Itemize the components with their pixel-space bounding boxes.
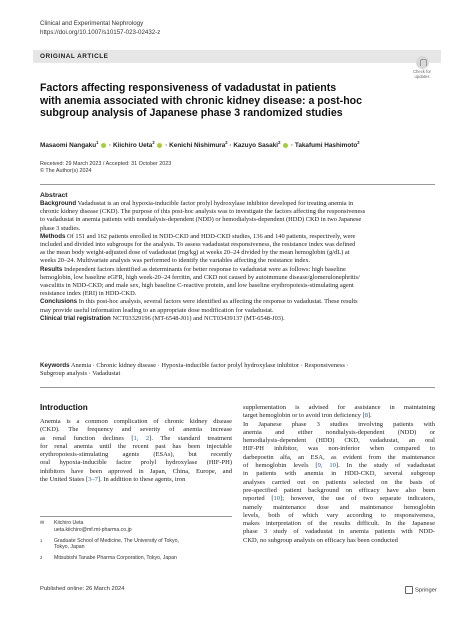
body-text-line: hemodialysis-dependent (HDD) CKD, vadadustat, an oral <box>243 437 435 445</box>
footnotes <box>40 520 232 566</box>
author-affiliation-mark: 1 <box>96 140 99 145</box>
author-name[interactable]: Kazuyo Sasaki <box>233 142 279 150</box>
body-text-line: CKD, no subgroup analysis on efficacy has been conducted <box>243 536 398 544</box>
abstract-line <box>40 315 435 323</box>
publisher-logo <box>405 586 437 594</box>
introduction-left-text <box>40 418 232 484</box>
author-name[interactable]: Kenichi Nishimura <box>169 142 226 150</box>
article-type-label: ORIGINAL ARTICLE <box>40 52 109 60</box>
abstract-line: vasculitis in NDD-CKD; and male sex, high baseline C-reactive protein, and low baseline erythropoiesis-stimulating agent <box>40 282 354 290</box>
body-text-line: in patients with anemia in HDD-CKD, several subgroup <box>243 470 435 478</box>
corresponding-author-name: Kiichiro Ueta <box>54 520 84 526</box>
author-affiliation-mark: 2 <box>152 140 155 145</box>
copyright-notice: © The Author(s) 2024 <box>40 168 92 175</box>
body-text-line: inhibitors have been approved in Japan, China, Europe, and <box>40 467 232 475</box>
check-for-updates-button[interactable] <box>409 56 435 80</box>
body-text-line: erythropoiesis-stimulating agents (ESAs), but recently <box>40 451 232 459</box>
author-list: Masaomi Nangaku$^1$ · Kiichiro Ueta$^2$ · Kenichi Nishimura$^2$ · Kazuyo Sasaki$^2$ · Takafumi Hashimoto$^2$ <box>40 140 360 150</box>
abstract-line: Conclusions In this post-hoc analysis, several factors were identified as affecting the response to vadadustat. These results <box>40 298 358 306</box>
citation-link[interactable]: 8 <box>364 412 368 420</box>
springer-icon <box>405 586 413 594</box>
introduction-heading: Introduction <box>40 403 88 412</box>
abstract-line: resistance index (ERI) in HDD-CKD. <box>40 290 137 298</box>
author-affiliation-mark: 2 <box>357 140 360 145</box>
body-text-line: of hemoglobin levels [9, 10]. In the study of vadadustat <box>243 462 436 470</box>
abstract-line: phase 3 studies. <box>40 224 81 232</box>
publication-dates <box>40 161 171 176</box>
published-online: Published online: 26 March 2024 <box>40 586 125 592</box>
author-affiliation-mark: 2 <box>225 140 228 145</box>
body-text-line: phase 3 study of vadadustat in anemia patients with NDD- <box>243 528 435 536</box>
conclusions-label: Conclusions <box>40 298 78 306</box>
body-text-line: makes interpretation of the results difficult. In the Japanese <box>243 520 435 528</box>
abstract-line: chronic kidney disease (CKD). The purpose of this post-hoc analysis was to investigate the factors affecting the responsiveness <box>40 208 366 216</box>
abstract-line: hemoglobin, low baseline eGFR, high week-20–24 ferritin, and CKD not caused by autoimmune disease/glomerulonephritis/ <box>40 273 360 281</box>
body-text-line: namely maintenance dose and maintenance hemoglobin <box>243 503 435 511</box>
body-text-line: In Japanese phase 3 studies involving patients with <box>243 420 435 428</box>
abstract-line: Methods Of 151 and 162 patients enrolled in NDD-CKD and HDD-CKD studies, 136 and 140 patients, respectively, were <box>40 232 356 240</box>
orcid-icon[interactable] <box>283 143 288 148</box>
body-text-line: for renal anemia until the recent past has been injectable <box>40 442 232 450</box>
body-text-line: anemia and either nondialysis-dependent (NDD) or <box>243 428 435 436</box>
abstract-line: included and divided into subgroups for the analysis. To assess vadadustat responsiveness, the resistance index was defined <box>40 241 356 249</box>
abstract-line: may provide useful information leading to an appropriate dose modification for vadadustat. <box>40 306 274 314</box>
abstract-top-divider <box>40 184 435 185</box>
background-label: Background <box>40 200 77 207</box>
journal-name: Clinical and Experimental Nephrology <box>40 20 144 27</box>
body-text-line: reported [10]; however, the use of two separate indicators, <box>243 495 435 503</box>
trial-registration-ids: NCT03329196 (MT-6548-J01) and NCT03439137 (MT-6548-J03). <box>112 314 285 322</box>
citation-link[interactable]: 3–7 <box>88 476 98 484</box>
keywords: Keywords Anemia · Chronic kidney disease · Hypoxia-inducible factor prolyl hydroxylase inhibitor · Responsiveness · Subgroup analysis · Vadadustat <box>40 362 349 378</box>
author-affiliation-mark: 2 <box>278 140 281 145</box>
article-type-badge <box>33 50 441 63</box>
body-text-line: oral hypoxia-inducible factor prolyl hydroxylase (HIF-PH) <box>40 459 232 467</box>
body-right-column <box>243 404 435 545</box>
body-text-line: (CKD). The frequency and severity of anemia increase <box>40 426 232 434</box>
article-title: Factors affecting responsiveness of vadadustat in patients with anemia associated with chronic kidney disease: a post-hoc subgroup analysis of Japanese phase 3 randomized studies <box>40 82 363 120</box>
citation-link[interactable]: 1, 2 <box>133 434 150 442</box>
body-text-line: supplementation is advised for assistance in maintaining <box>243 404 435 411</box>
publisher-name: Springer <box>415 587 437 594</box>
introduction-right-text <box>243 404 435 545</box>
abstract-line: Results Independent factors identified as determinants for better response to vadadustat were as follows: high baseline <box>40 265 346 273</box>
author-name[interactable]: Masaomi Nangaku <box>40 142 97 150</box>
affiliation-2: 2 Mitsubishi Tanabe Pharma Corporation, Tokyo, Japan <box>40 555 177 562</box>
abstract-line: Background Vadadustat is an oral hypoxia-inducible factor prolyl hydroxylase inhibitor developed for treating anemia in <box>40 200 354 207</box>
crossmark-icon <box>416 56 429 69</box>
abstract-line: weeks 20–24. Multivariate analysis was performed to identify the variables affecting the resistance index. <box>40 257 311 265</box>
keywords-label: Keywords <box>40 362 70 369</box>
affiliation-mark: 2 <box>40 555 43 561</box>
registration-label: Clinical trial registration <box>40 314 111 322</box>
envelope-icon: ✉ <box>40 520 45 526</box>
body-text-line: Anemia is a common complication of chronic kidney disease <box>40 418 232 425</box>
orcid-icon[interactable] <box>101 143 106 148</box>
doi-link[interactable]: https://doi.org/10.1007/s10157-023-02432-z <box>40 28 161 36</box>
abstract-heading: Abstract <box>40 192 68 199</box>
body-text-line: levels, both of which vary according to responsiveness, <box>243 511 435 519</box>
abstract-line: as the mean body weight-adjusted dose of vadadustat (mg/kg) at weeks 20–24 divided by the mean hemoglobin (g/dL) at <box>40 249 350 257</box>
author-name[interactable]: Kiichiro Ueta <box>112 142 153 150</box>
body-text-line: darbepoetin alfa, an ESA, as evident from the maintenance <box>243 453 435 461</box>
body-text-line: HIF-PH inhibitor, was non-inferior when compared to <box>243 445 435 453</box>
author-name[interactable]: Takafumi Hashimoto <box>294 142 358 150</box>
journal-header <box>40 20 160 37</box>
affiliation-1: 1 Graduate School of Medicine, The University of Tokyo, Tokyo, Japan <box>40 537 179 551</box>
received-accepted-dates: Received: 29 March 2023 / Accepted: 31 October 2023 <box>40 161 172 167</box>
corresponding-author <box>40 520 232 534</box>
abstract <box>40 191 435 323</box>
body-text-line: pre-specified patient background on efficacy have also been <box>243 486 435 494</box>
methods-label: Methods <box>40 232 66 240</box>
body-left-column <box>40 402 232 484</box>
footnote-divider <box>40 516 232 517</box>
results-label: Results <box>40 265 63 273</box>
citation-link[interactable]: 9, 10 <box>317 462 336 470</box>
orcid-icon[interactable] <box>157 143 162 148</box>
check-for-updates-label: Check for updates <box>413 69 431 79</box>
body-text-line: target hemoglobin or to avoid iron deficiency [8]. <box>243 412 372 420</box>
affiliation-mark: 1 <box>40 537 43 543</box>
citation-link[interactable]: 10 <box>273 495 281 503</box>
body-text-line: the United States [3–7]. In addition to these agents, iron <box>40 476 186 484</box>
corresponding-author-email[interactable]: ueta.kiichiro@mf.mt-pharma.co.jp <box>54 526 132 533</box>
body-text-line: as renal function declines [1, 2]. The standard treatment <box>40 434 232 442</box>
body-text-line: analyses carried out on patients selected on the basis of <box>243 478 435 486</box>
abstract-line: to vadadustat in anemia patients with nondialysis-dependent (NDD) or hemodialysis-dependent (HDD) CKD in two Japanese <box>40 216 362 224</box>
body-top-divider <box>40 387 435 388</box>
